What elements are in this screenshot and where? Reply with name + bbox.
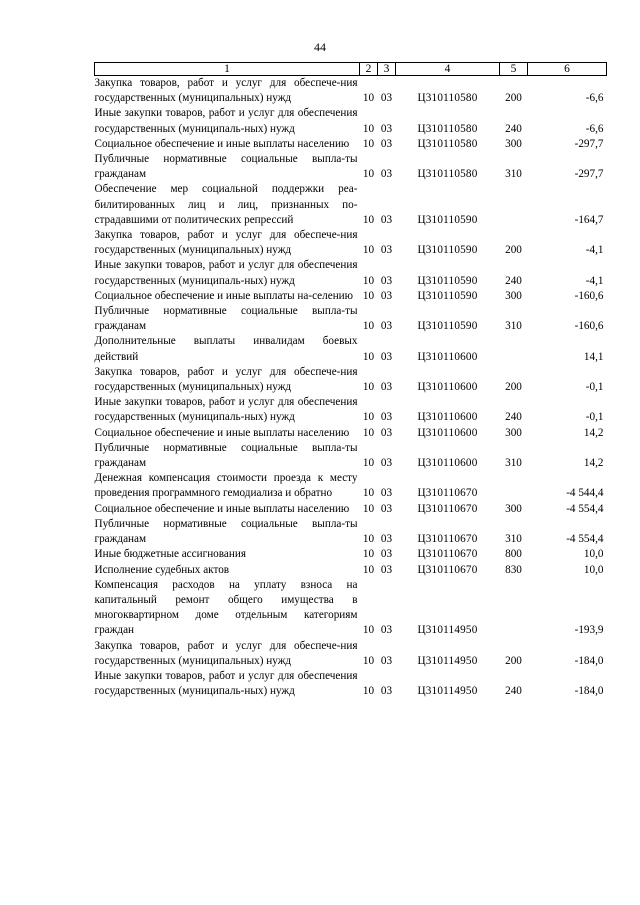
row-expense-type-cell: 240 <box>505 122 522 135</box>
row-expense-type-cell <box>500 471 528 501</box>
row-subsection-cell: 03 <box>380 381 393 394</box>
row-section-cell: 10 <box>362 213 375 226</box>
table-row <box>95 152 607 182</box>
row-amount-cell: -4 554,4 <box>566 533 604 546</box>
row-section-cell: 10 <box>362 548 375 561</box>
table-row <box>95 502 607 517</box>
row-section-cell: 10 <box>362 244 375 257</box>
row-expense-type-cell: 300 <box>505 137 522 150</box>
row-subsection-cell: 03 <box>380 502 393 515</box>
row-target-article-cell: Ц310110670 <box>417 548 478 561</box>
row-expense-type-cell: 310 <box>505 533 522 546</box>
table-row <box>95 669 607 699</box>
table-row <box>95 334 607 364</box>
row-expense-type-cell: 240 <box>505 685 522 698</box>
row-name-cell: Публичные нормативные социальные выпла-ты гражданам <box>94 305 358 333</box>
row-target-article-cell: Ц310114950 <box>417 685 478 698</box>
row-expense-type-cell <box>500 182 528 228</box>
row-subsection-cell: 03 <box>380 168 393 181</box>
row-amount-cell: -297,7 <box>574 168 604 181</box>
row-amount-cell: -184,0 <box>574 685 604 698</box>
table-row <box>95 578 607 639</box>
row-subsection-cell: 03 <box>380 563 393 576</box>
row-target-article-cell: Ц310110590 <box>417 274 478 287</box>
row-section-cell: 10 <box>362 137 375 150</box>
row-target-article-cell: Ц310110580 <box>417 122 478 135</box>
row-amount-cell: -193,9 <box>574 624 604 637</box>
row-section-cell: 10 <box>362 654 375 667</box>
row-section-cell: 10 <box>362 274 375 287</box>
table-row <box>95 517 607 547</box>
row-section-cell: 10 <box>362 320 375 333</box>
row-subsection-cell: 03 <box>380 92 393 105</box>
row-target-article-cell: Ц310110600 <box>417 426 478 439</box>
row-name-cell: Социальное обеспечение и иные выплаты населению <box>94 137 350 150</box>
row-target-article-cell: Ц310110600 <box>417 350 478 363</box>
row-name-cell: Исполнение судебных актов <box>94 563 230 576</box>
row-section-cell: 10 <box>362 289 375 302</box>
row-expense-type-cell: 310 <box>505 457 522 470</box>
row-amount-cell: -0,1 <box>585 411 604 424</box>
row-name-cell: Социальное обеспечение и иные выплаты населению <box>94 502 350 515</box>
table-row <box>95 76 607 107</box>
row-name-cell: Публичные нормативные социальные выпла-ты гражданам <box>94 441 358 470</box>
row-target-article-cell: Ц310110600 <box>417 411 478 424</box>
row-amount-cell: -4 554,4 <box>566 502 604 515</box>
row-expense-type-cell: 300 <box>505 502 522 515</box>
table-row <box>95 137 607 152</box>
table-row <box>95 441 607 471</box>
row-section-cell: 10 <box>362 122 375 135</box>
row-target-article-cell: Ц310110600 <box>417 457 478 470</box>
row-name-cell: Иные закупки товаров, работ и услуг для обеспечения государственных (муниципаль-ных) нужд <box>94 396 358 424</box>
row-amount-cell: -4,1 <box>585 274 604 287</box>
table-row <box>95 471 607 501</box>
row-amount-cell: -297,7 <box>574 137 604 150</box>
row-name-cell: Публичные нормативные социальные выпла-ты гражданам <box>94 517 358 546</box>
row-section-cell: 10 <box>362 457 375 470</box>
row-amount-cell: -160,6 <box>574 320 604 333</box>
row-expense-type-cell: 240 <box>505 274 522 287</box>
row-amount-cell: -184,0 <box>574 654 604 667</box>
row-section-cell: 10 <box>362 426 375 439</box>
row-expense-type-cell: 310 <box>505 168 522 181</box>
row-name-cell: Иные закупки товаров, работ и услуг для обеспечения государственных (муниципаль-ных) нужд <box>94 259 358 287</box>
row-amount-cell: -6,6 <box>585 92 604 105</box>
row-section-cell: 10 <box>362 685 375 698</box>
row-amount-cell: 14,1 <box>583 350 604 363</box>
row-subsection-cell: 03 <box>380 548 393 561</box>
row-subsection-cell: 03 <box>380 137 393 150</box>
row-subsection-cell: 03 <box>380 320 393 333</box>
row-name-cell: Иные бюджетные ассигнования <box>94 548 246 561</box>
row-name-cell: Денежная компенсация стоимости проезда к месту проведения программного гемодиализа и обратно <box>94 472 358 500</box>
row-target-article-cell: Ц310114950 <box>417 624 478 637</box>
row-expense-type-cell: 310 <box>505 320 522 333</box>
row-section-cell: 10 <box>362 168 375 181</box>
row-name-cell: Публичные нормативные социальные выпла-ты гражданам <box>94 153 358 181</box>
row-expense-type-cell: 300 <box>505 289 522 302</box>
row-target-article-cell: Ц310110590 <box>417 244 478 257</box>
row-target-article-cell: Ц310114950 <box>417 654 478 667</box>
row-section-cell: 10 <box>362 533 375 546</box>
row-section-cell: 10 <box>362 350 375 363</box>
row-subsection-cell: 03 <box>380 685 393 698</box>
row-amount-cell: -164,7 <box>574 213 604 226</box>
budget-table <box>94 62 607 699</box>
column-header-3: 3 <box>378 63 396 76</box>
row-expense-type-cell: 800 <box>505 548 522 561</box>
row-expense-type-cell: 200 <box>505 381 522 394</box>
row-amount-cell: -6,6 <box>585 122 604 135</box>
column-header-5: 5 <box>500 63 528 76</box>
table-row <box>95 426 607 441</box>
row-target-article-cell: Ц310110580 <box>417 168 478 181</box>
row-subsection-cell: 03 <box>380 350 393 363</box>
table-row <box>95 289 607 304</box>
row-expense-type-cell: 200 <box>505 92 522 105</box>
row-name-cell: Социальное обеспечение и иные выплаты населению <box>94 426 350 439</box>
row-name-cell: Компенсация расходов на уплату взноса на капитальный ремонт общего имущества в многоквартирном доме отдельным категориям граждан <box>94 578 358 637</box>
row-amount-cell: -0,1 <box>585 381 604 394</box>
row-subsection-cell: 03 <box>380 533 393 546</box>
row-expense-type-cell: 200 <box>505 654 522 667</box>
row-name-cell: Закупка товаров, работ и услуг для обеспече-ния государственных (муниципальных) нужд <box>94 77 358 105</box>
table-row <box>95 639 607 669</box>
row-amount-cell: -4 544,4 <box>566 487 604 500</box>
row-expense-type-cell: 300 <box>505 426 522 439</box>
table-row <box>95 547 607 562</box>
row-target-article-cell: Ц310110670 <box>417 502 478 515</box>
row-name-cell: Закупка товаров, работ и услуг для обеспече-ния государственных (муниципальных) нужд <box>94 229 358 257</box>
row-section-cell: 10 <box>362 487 375 500</box>
row-amount-cell: 14,2 <box>583 457 604 470</box>
row-expense-type-cell: 830 <box>505 563 522 576</box>
column-header-6: 6 <box>528 63 607 76</box>
table-row <box>95 228 607 258</box>
row-subsection-cell: 03 <box>380 411 393 424</box>
row-expense-type-cell <box>500 578 528 639</box>
row-target-article-cell: Ц310110670 <box>417 563 478 576</box>
row-expense-type-cell: 200 <box>505 244 522 257</box>
column-header-1: 1 <box>95 63 360 76</box>
row-name-cell: Обеспечение мер социальной поддержки реа-билитированных лиц и лиц, признанных по-страдавшими от политических репрессий <box>94 183 358 226</box>
row-subsection-cell: 03 <box>380 274 393 287</box>
row-target-article-cell: Ц310110580 <box>417 92 478 105</box>
row-target-article-cell: Ц310110580 <box>417 137 478 150</box>
row-amount-cell: 14,2 <box>583 426 604 439</box>
row-amount-cell: 10,0 <box>583 548 604 561</box>
column-header-2: 2 <box>360 63 378 76</box>
row-name-cell: Закупка товаров, работ и услуг для обеспече-ния государственных (муниципальных) нужд <box>94 639 358 667</box>
row-name-cell: Иные закупки товаров, работ и услуг для обеспечения государственных (муниципаль-ных) нужд <box>94 107 358 135</box>
table-body <box>95 76 607 700</box>
row-target-article-cell: Ц310110600 <box>417 381 478 394</box>
row-section-cell: 10 <box>362 624 375 637</box>
row-section-cell: 10 <box>362 411 375 424</box>
row-subsection-cell: 03 <box>380 654 393 667</box>
row-amount-cell: 10,0 <box>583 563 604 576</box>
row-name-cell: Закупка товаров, работ и услуг для обеспече-ния государственных (муниципальных) нужд <box>94 365 358 394</box>
row-expense-type-cell: 240 <box>505 411 522 424</box>
row-target-article-cell: Ц310110590 <box>417 289 478 302</box>
row-amount-cell: -4,1 <box>585 244 604 257</box>
row-target-article-cell: Ц310110670 <box>417 533 478 546</box>
table-row <box>95 395 607 425</box>
row-section-cell: 10 <box>362 92 375 105</box>
row-subsection-cell: 03 <box>380 624 393 637</box>
row-target-article-cell: Ц310110670 <box>417 487 478 500</box>
table-header <box>95 63 607 76</box>
row-subsection-cell: 03 <box>380 289 393 302</box>
row-section-cell: 10 <box>362 502 375 515</box>
row-name-cell: Социальное обеспечение и иные выплаты на-селению <box>94 289 354 302</box>
row-target-article-cell: Ц310110590 <box>417 213 478 226</box>
row-name-cell: Дополнительные выплаты инвалидам боевых действий <box>94 335 358 363</box>
row-target-article-cell: Ц310110590 <box>417 320 478 333</box>
row-name-cell: Иные закупки товаров, работ и услуг для обеспечения государственных (муниципаль-ных) нужд <box>94 669 358 698</box>
table-row <box>95 563 607 578</box>
row-section-cell: 10 <box>362 563 375 576</box>
row-subsection-cell: 03 <box>380 213 393 226</box>
row-expense-type-cell <box>500 334 528 364</box>
row-subsection-cell: 03 <box>380 244 393 257</box>
table-row <box>95 365 607 395</box>
row-subsection-cell: 03 <box>380 426 393 439</box>
row-subsection-cell: 03 <box>380 487 393 500</box>
table-row <box>95 258 607 288</box>
row-section-cell: 10 <box>362 381 375 394</box>
page-number: 44 <box>314 40 326 54</box>
table-row <box>95 304 607 334</box>
row-amount-cell: -160,6 <box>574 289 604 302</box>
row-subsection-cell: 03 <box>380 122 393 135</box>
table-row <box>95 182 607 228</box>
table-row <box>95 106 607 136</box>
column-header-4: 4 <box>396 63 500 76</box>
row-subsection-cell: 03 <box>380 457 393 470</box>
